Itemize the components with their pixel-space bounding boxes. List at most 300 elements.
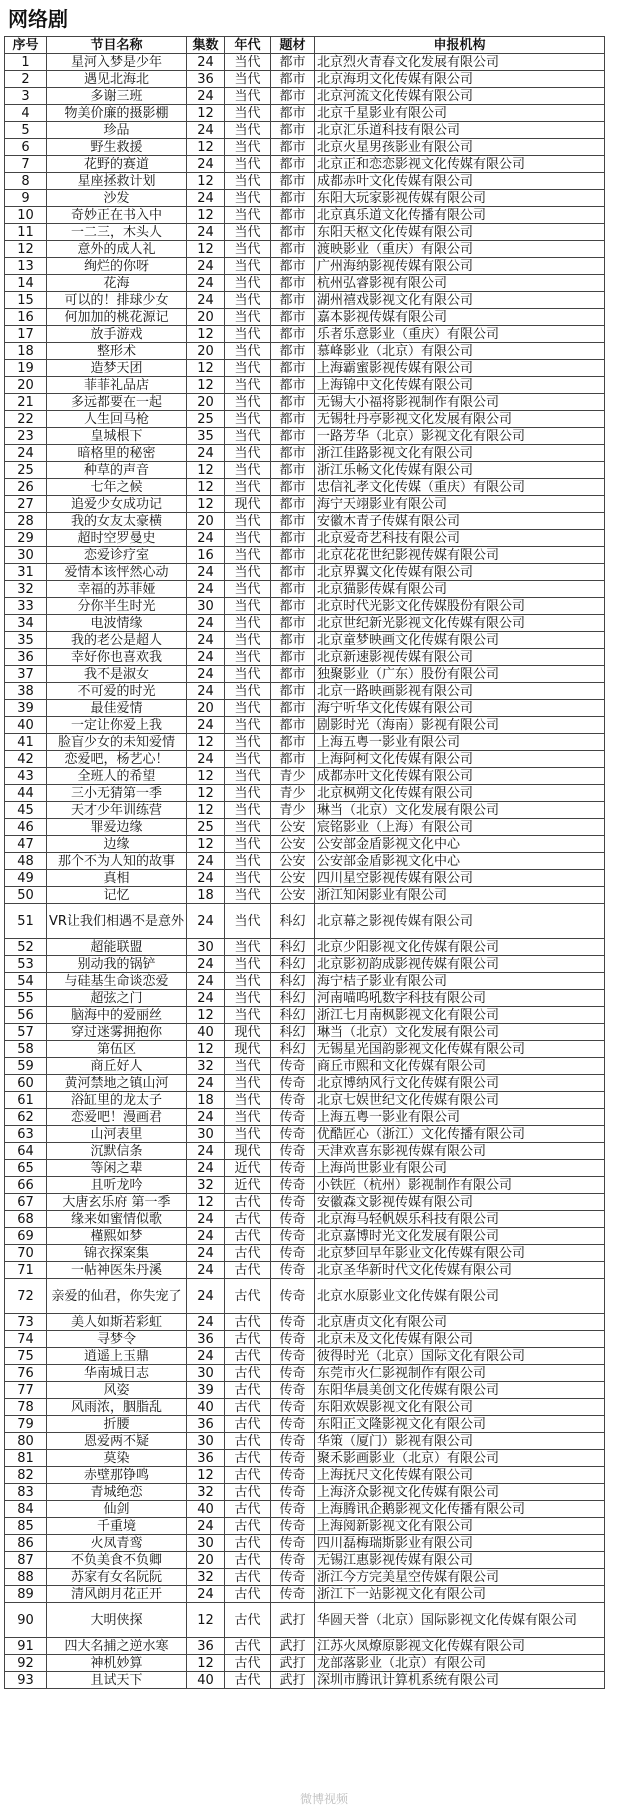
- cell-index: 53: [5, 956, 47, 973]
- table-row: [5, 1177, 605, 1194]
- cell-episodes: 32: [187, 1484, 225, 1501]
- cell-organization: 江苏火凤燎原影视文化传媒有限公司: [315, 1638, 605, 1655]
- table-row: [5, 1603, 605, 1638]
- cell-episodes: 24: [187, 564, 225, 581]
- cell-organization: 北京水原影业文化传媒有限公司: [315, 1279, 605, 1314]
- col-header-episodes: 集数: [187, 37, 225, 54]
- cell-era: 古代: [225, 1467, 271, 1484]
- cell-genre: 传奇: [271, 1365, 315, 1382]
- cell-index: 50: [5, 887, 47, 904]
- cell-genre: 都市: [271, 139, 315, 156]
- cell-organization: 北京海玥文化传媒有限公司: [315, 71, 605, 88]
- cell-organization: 北京花花世纪影视传媒有限公司: [315, 547, 605, 564]
- table-row: [5, 496, 605, 513]
- table-row: [5, 956, 605, 973]
- table-row: [5, 122, 605, 139]
- cell-genre: 都市: [271, 615, 315, 632]
- table-row: [5, 343, 605, 360]
- cell-era: 当代: [225, 258, 271, 275]
- cell-genre: 都市: [271, 156, 315, 173]
- cell-era: 当代: [225, 649, 271, 666]
- cell-era: 古代: [225, 1262, 271, 1279]
- cell-organization: 上海五粤一影业有限公司: [315, 1109, 605, 1126]
- cell-program-name: 绚烂的你呀: [47, 258, 187, 275]
- cell-index: 22: [5, 411, 47, 428]
- cell-index: 77: [5, 1382, 47, 1399]
- cell-program-name: 爱情本该怦然心动: [47, 564, 187, 581]
- cell-organization: 独聚影业（广东）股份有限公司: [315, 666, 605, 683]
- cell-organization: 渡映影业（重庆）有限公司: [315, 241, 605, 258]
- cell-index: 52: [5, 939, 47, 956]
- cell-episodes: 12: [187, 173, 225, 190]
- cell-organization: 海宁天翊影业有限公司: [315, 496, 605, 513]
- cell-program-name: 华南城日志: [47, 1365, 187, 1382]
- cell-program-name: 真相: [47, 870, 187, 887]
- cell-episodes: 24: [187, 1314, 225, 1331]
- cell-genre: 传奇: [271, 1109, 315, 1126]
- cell-episodes: 32: [187, 1058, 225, 1075]
- cell-organization: 剧影时光（海南）影视有限公司: [315, 717, 605, 734]
- cell-episodes: 24: [187, 973, 225, 990]
- cell-genre: 都市: [271, 190, 315, 207]
- cell-genre: 都市: [271, 632, 315, 649]
- cell-era: 当代: [225, 1109, 271, 1126]
- col-header-era: 年代: [225, 37, 271, 54]
- cell-genre: 武打: [271, 1655, 315, 1672]
- cell-program-name: 亲爱的仙君，你失宠了: [47, 1279, 187, 1314]
- cell-index: 54: [5, 973, 47, 990]
- cell-program-name: 千重境: [47, 1518, 187, 1535]
- cell-genre: 科幻: [271, 1024, 315, 1041]
- table-row: [5, 1075, 605, 1092]
- cell-genre: 都市: [271, 530, 315, 547]
- cell-era: 当代: [225, 973, 271, 990]
- cell-genre: 科幻: [271, 973, 315, 990]
- cell-era: 古代: [225, 1314, 271, 1331]
- cell-era: 当代: [225, 581, 271, 598]
- cell-genre: 都市: [271, 241, 315, 258]
- cell-era: 当代: [225, 428, 271, 445]
- cell-index: 48: [5, 853, 47, 870]
- cell-program-name: 寻梦令: [47, 1331, 187, 1348]
- cell-organization: 上海抚尺文化传媒有限公司: [315, 1467, 605, 1484]
- table-row: [5, 1331, 605, 1348]
- cell-era: 当代: [225, 1058, 271, 1075]
- cell-genre: 科幻: [271, 990, 315, 1007]
- cell-era: 古代: [225, 1569, 271, 1586]
- table-row: [5, 88, 605, 105]
- table-row: [5, 1109, 605, 1126]
- cell-genre: 传奇: [271, 1382, 315, 1399]
- cell-index: 29: [5, 530, 47, 547]
- cell-era: 当代: [225, 836, 271, 853]
- cell-episodes: 24: [187, 904, 225, 939]
- cell-index: 33: [5, 598, 47, 615]
- cell-program-name: 且试天下: [47, 1672, 187, 1689]
- table-row: [5, 1501, 605, 1518]
- cell-genre: 传奇: [271, 1569, 315, 1586]
- table-row: [5, 241, 605, 258]
- cell-episodes: 12: [187, 105, 225, 122]
- cell-episodes: 24: [187, 1160, 225, 1177]
- cell-index: 55: [5, 990, 47, 1007]
- cell-genre: 都市: [271, 717, 315, 734]
- table-row: [5, 1194, 605, 1211]
- cell-program-name: 超弦之门: [47, 990, 187, 1007]
- cell-genre: 都市: [271, 122, 315, 139]
- cell-program-name: 山河表里: [47, 1126, 187, 1143]
- cell-era: 当代: [225, 819, 271, 836]
- cell-index: 76: [5, 1365, 47, 1382]
- cell-era: 近代: [225, 1160, 271, 1177]
- table-row: [5, 853, 605, 870]
- table-row: [5, 513, 605, 530]
- cell-index: 69: [5, 1228, 47, 1245]
- cell-episodes: 24: [187, 445, 225, 462]
- cell-organization: 北京界翼文化传媒有限公司: [315, 564, 605, 581]
- cell-era: 古代: [225, 1416, 271, 1433]
- cell-era: 当代: [225, 1092, 271, 1109]
- cell-episodes: 32: [187, 1569, 225, 1586]
- cell-episodes: 30: [187, 1126, 225, 1143]
- cell-index: 83: [5, 1484, 47, 1501]
- cell-episodes: 30: [187, 939, 225, 956]
- cell-episodes: 40: [187, 1501, 225, 1518]
- table-row: [5, 71, 605, 88]
- cell-era: 当代: [225, 462, 271, 479]
- cell-program-name: 超时空罗曼史: [47, 530, 187, 547]
- cell-genre: 传奇: [271, 1518, 315, 1535]
- cell-era: 当代: [225, 292, 271, 309]
- cell-program-name: 缘来如蜜情似歌: [47, 1211, 187, 1228]
- cell-genre: 传奇: [271, 1262, 315, 1279]
- cell-era: 现代: [225, 1024, 271, 1041]
- table-row: [5, 394, 605, 411]
- cell-index: 2: [5, 71, 47, 88]
- cell-era: 古代: [225, 1518, 271, 1535]
- cell-episodes: 36: [187, 1331, 225, 1348]
- cell-organization: 彼得时光（北京）国际文化有限公司: [315, 1348, 605, 1365]
- cell-genre: 传奇: [271, 1450, 315, 1467]
- cell-organization: 北京童梦映画文化传媒有限公司: [315, 632, 605, 649]
- cell-episodes: 24: [187, 990, 225, 1007]
- col-header-index: 序号: [5, 37, 47, 54]
- cell-organization: 东阳大玩家影视传媒有限公司: [315, 190, 605, 207]
- cell-episodes: 24: [187, 258, 225, 275]
- cell-episodes: 20: [187, 700, 225, 717]
- cell-organization: 杭州弘睿影视有限公司: [315, 275, 605, 292]
- cell-episodes: 24: [187, 1262, 225, 1279]
- cell-era: 当代: [225, 513, 271, 530]
- col-header-name: 节目名称: [47, 37, 187, 54]
- cell-program-name: 火凤青鸾: [47, 1535, 187, 1552]
- cell-index: 34: [5, 615, 47, 632]
- cell-genre: 都市: [271, 581, 315, 598]
- cell-organization: 北京未及文化传媒有限公司: [315, 1331, 605, 1348]
- cell-organization: 公安部金盾影视文化中心: [315, 853, 605, 870]
- cell-era: 当代: [225, 224, 271, 241]
- cell-index: 42: [5, 751, 47, 768]
- cell-organization: 北京唐贞文化有限公司: [315, 1314, 605, 1331]
- cell-index: 14: [5, 275, 47, 292]
- cell-era: 当代: [225, 343, 271, 360]
- cell-era: 当代: [225, 939, 271, 956]
- cell-organization: 忠信礼孝文化传媒（重庆）有限公司: [315, 479, 605, 496]
- cell-era: 古代: [225, 1194, 271, 1211]
- table-row: [5, 1160, 605, 1177]
- cell-program-name: 清风朗月花正开: [47, 1586, 187, 1603]
- cell-era: 古代: [225, 1603, 271, 1638]
- header-row: [5, 37, 605, 54]
- cell-genre: 都市: [271, 751, 315, 768]
- cell-genre: 都市: [271, 326, 315, 343]
- cell-genre: 都市: [271, 547, 315, 564]
- cell-organization: 河南喵呜吼数字科技有限公司: [315, 990, 605, 1007]
- cell-index: 1: [5, 54, 47, 71]
- table-row: [5, 1058, 605, 1075]
- cell-episodes: 12: [187, 836, 225, 853]
- table-row: [5, 1586, 605, 1603]
- cell-program-name: VR让我们相遇不是意外: [47, 904, 187, 939]
- cell-program-name: 幸好你也喜欢我: [47, 649, 187, 666]
- cell-program-name: 恋爱吧！漫画君: [47, 1109, 187, 1126]
- table-row: [5, 479, 605, 496]
- cell-era: 当代: [225, 411, 271, 428]
- table-row: [5, 904, 605, 939]
- cell-era: 当代: [225, 173, 271, 190]
- cell-organization: 深圳市腾讯计算机系统有限公司: [315, 1672, 605, 1689]
- cell-genre: 都市: [271, 71, 315, 88]
- cell-era: 当代: [225, 377, 271, 394]
- cell-era: 当代: [225, 207, 271, 224]
- cell-era: 近代: [225, 1177, 271, 1194]
- cell-genre: 传奇: [271, 1126, 315, 1143]
- table-row: [5, 139, 605, 156]
- cell-program-name: 大唐玄乐府 第一季: [47, 1194, 187, 1211]
- cell-program-name: 造梦天团: [47, 360, 187, 377]
- cell-genre: 传奇: [271, 1160, 315, 1177]
- cell-genre: 传奇: [271, 1552, 315, 1569]
- cell-organization: 华策（厦门）影视有限公司: [315, 1433, 605, 1450]
- cell-organization: 浙江佳路影视文化有限公司: [315, 445, 605, 462]
- table-row: [5, 445, 605, 462]
- cell-index: 12: [5, 241, 47, 258]
- cell-era: 现代: [225, 496, 271, 513]
- cell-era: 当代: [225, 71, 271, 88]
- cell-organization: 北京海马轻帆娱乐科技有限公司: [315, 1211, 605, 1228]
- cell-index: 88: [5, 1569, 47, 1586]
- cell-genre: 传奇: [271, 1143, 315, 1160]
- cell-program-name: 星座拯救计划: [47, 173, 187, 190]
- cell-organization: 上海五粤一影业有限公司: [315, 734, 605, 751]
- cell-era: 当代: [225, 615, 271, 632]
- cell-genre: 青少: [271, 768, 315, 785]
- cell-era: 古代: [225, 1501, 271, 1518]
- cell-index: 13: [5, 258, 47, 275]
- cell-program-name: 七年之候: [47, 479, 187, 496]
- cell-genre: 都市: [271, 513, 315, 530]
- cell-index: 40: [5, 717, 47, 734]
- cell-genre: 都市: [271, 105, 315, 122]
- cell-episodes: 24: [187, 666, 225, 683]
- cell-organization: 北京爱奇艺科技有限公司: [315, 530, 605, 547]
- cell-episodes: 30: [187, 1433, 225, 1450]
- cell-index: 46: [5, 819, 47, 836]
- table-row: [5, 1041, 605, 1058]
- cell-program-name: 意外的成人礼: [47, 241, 187, 258]
- cell-episodes: 12: [187, 360, 225, 377]
- cell-organization: 北京圣华新时代文化传媒有限公司: [315, 1262, 605, 1279]
- cell-index: 67: [5, 1194, 47, 1211]
- cell-genre: 青少: [271, 785, 315, 802]
- table-row: [5, 258, 605, 275]
- cell-program-name: 珍品: [47, 122, 187, 139]
- table-row: [5, 1092, 605, 1109]
- cell-episodes: 24: [187, 292, 225, 309]
- cell-index: 32: [5, 581, 47, 598]
- cell-index: 31: [5, 564, 47, 581]
- cell-genre: 都市: [271, 173, 315, 190]
- table-row: [5, 1672, 605, 1689]
- cell-organization: 浙江下一站影视文化有限公司: [315, 1586, 605, 1603]
- cell-organization: 聚禾影画影业（北京）有限公司: [315, 1450, 605, 1467]
- cell-era: 当代: [225, 1007, 271, 1024]
- cell-episodes: 12: [187, 1467, 225, 1484]
- cell-episodes: 24: [187, 190, 225, 207]
- cell-program-name: 多谢三班: [47, 88, 187, 105]
- cell-genre: 都市: [271, 564, 315, 581]
- cell-era: 当代: [225, 326, 271, 343]
- cell-era: 古代: [225, 1279, 271, 1314]
- cell-program-name: 追爱少女成功记: [47, 496, 187, 513]
- cell-program-name: 那个不为人知的故事: [47, 853, 187, 870]
- cell-episodes: 20: [187, 513, 225, 530]
- cell-episodes: 36: [187, 1450, 225, 1467]
- cell-episodes: 24: [187, 615, 225, 632]
- cell-organization: 北京火星男孩影业有限公司: [315, 139, 605, 156]
- cell-organization: 北京烈火青春文化发展有限公司: [315, 54, 605, 71]
- table-row: [5, 54, 605, 71]
- cell-genre: 传奇: [271, 1194, 315, 1211]
- cell-episodes: 24: [187, 1075, 225, 1092]
- cell-index: 19: [5, 360, 47, 377]
- cell-index: 56: [5, 1007, 47, 1024]
- cell-genre: 公安: [271, 870, 315, 887]
- cell-genre: 传奇: [271, 1484, 315, 1501]
- cell-index: 91: [5, 1638, 47, 1655]
- cell-organization: 北京世纪新光影视文化传媒有限公司: [315, 615, 605, 632]
- cell-organization: 嘉本影视传媒有限公司: [315, 309, 605, 326]
- cell-era: 古代: [225, 1484, 271, 1501]
- cell-episodes: 20: [187, 309, 225, 326]
- cell-index: 93: [5, 1672, 47, 1689]
- cell-genre: 都市: [271, 360, 315, 377]
- cell-index: 73: [5, 1314, 47, 1331]
- cell-index: 41: [5, 734, 47, 751]
- cell-index: 47: [5, 836, 47, 853]
- cell-genre: 传奇: [271, 1058, 315, 1075]
- cell-organization: 四川星空影视传媒有限公司: [315, 870, 605, 887]
- cell-organization: 海宁听华文化传媒有限公司: [315, 700, 605, 717]
- cell-era: 古代: [225, 1672, 271, 1689]
- cell-index: 15: [5, 292, 47, 309]
- cell-episodes: 12: [187, 734, 225, 751]
- cell-program-name: 第伍区: [47, 1041, 187, 1058]
- cell-era: 当代: [225, 598, 271, 615]
- cell-index: 74: [5, 1331, 47, 1348]
- cell-genre: 传奇: [271, 1433, 315, 1450]
- cell-index: 57: [5, 1024, 47, 1041]
- cell-program-name: 分你半生时光: [47, 598, 187, 615]
- cell-era: 当代: [225, 360, 271, 377]
- cell-genre: 传奇: [271, 1331, 315, 1348]
- table-row: [5, 819, 605, 836]
- cell-organization: 北京七娱世纪文化传媒有限公司: [315, 1092, 605, 1109]
- cell-program-name: 物美价廉的摄影棚: [47, 105, 187, 122]
- cell-organization: 一路芳华（北京）影视文化有限公司: [315, 428, 605, 445]
- cell-genre: 都市: [271, 343, 315, 360]
- cell-episodes: 30: [187, 1365, 225, 1382]
- cell-program-name: 仙剑: [47, 1501, 187, 1518]
- cell-episodes: 24: [187, 156, 225, 173]
- cell-program-name: 沙发: [47, 190, 187, 207]
- cell-episodes: 24: [187, 1228, 225, 1245]
- cell-episodes: 24: [187, 1279, 225, 1314]
- table-row: [5, 1399, 605, 1416]
- cell-index: 17: [5, 326, 47, 343]
- cell-era: 当代: [225, 990, 271, 1007]
- program-table: [4, 36, 605, 1689]
- cell-era: 当代: [225, 1075, 271, 1092]
- cell-program-name: 野生救援: [47, 139, 187, 156]
- cell-era: 古代: [225, 1450, 271, 1467]
- table-row: [5, 1126, 605, 1143]
- cell-index: 63: [5, 1126, 47, 1143]
- cell-program-name: 最佳爱情: [47, 700, 187, 717]
- cell-era: 当代: [225, 156, 271, 173]
- cell-genre: 传奇: [271, 1399, 315, 1416]
- cell-program-name: 可以的！排球少女: [47, 292, 187, 309]
- cell-organization: 北京千星影业有限公司: [315, 105, 605, 122]
- cell-genre: 传奇: [271, 1535, 315, 1552]
- cell-genre: 公安: [271, 819, 315, 836]
- cell-genre: 武打: [271, 1638, 315, 1655]
- cell-index: 6: [5, 139, 47, 156]
- table-row: [5, 1484, 605, 1501]
- cell-episodes: 20: [187, 394, 225, 411]
- table-row: [5, 1382, 605, 1399]
- table-row: [5, 1143, 605, 1160]
- cell-organization: 优酷匠心（浙江）文化传播有限公司: [315, 1126, 605, 1143]
- cell-index: 10: [5, 207, 47, 224]
- cell-organization: 海宁桔子影业有限公司: [315, 973, 605, 990]
- cell-episodes: 24: [187, 1211, 225, 1228]
- cell-index: 21: [5, 394, 47, 411]
- cell-organization: 北京时代光影文化传媒股份有限公司: [315, 598, 605, 615]
- table-row: [5, 292, 605, 309]
- cell-episodes: 12: [187, 802, 225, 819]
- cell-index: 35: [5, 632, 47, 649]
- cell-genre: 都市: [271, 496, 315, 513]
- cell-era: 当代: [225, 479, 271, 496]
- cell-organization: 浙江七月南枫影视文化有限公司: [315, 1007, 605, 1024]
- table-row: [5, 377, 605, 394]
- cell-program-name: 美人如斯若彩虹: [47, 1314, 187, 1331]
- cell-era: 当代: [225, 564, 271, 581]
- cell-era: 古代: [225, 1655, 271, 1672]
- cell-era: 当代: [225, 530, 271, 547]
- table-row: [5, 530, 605, 547]
